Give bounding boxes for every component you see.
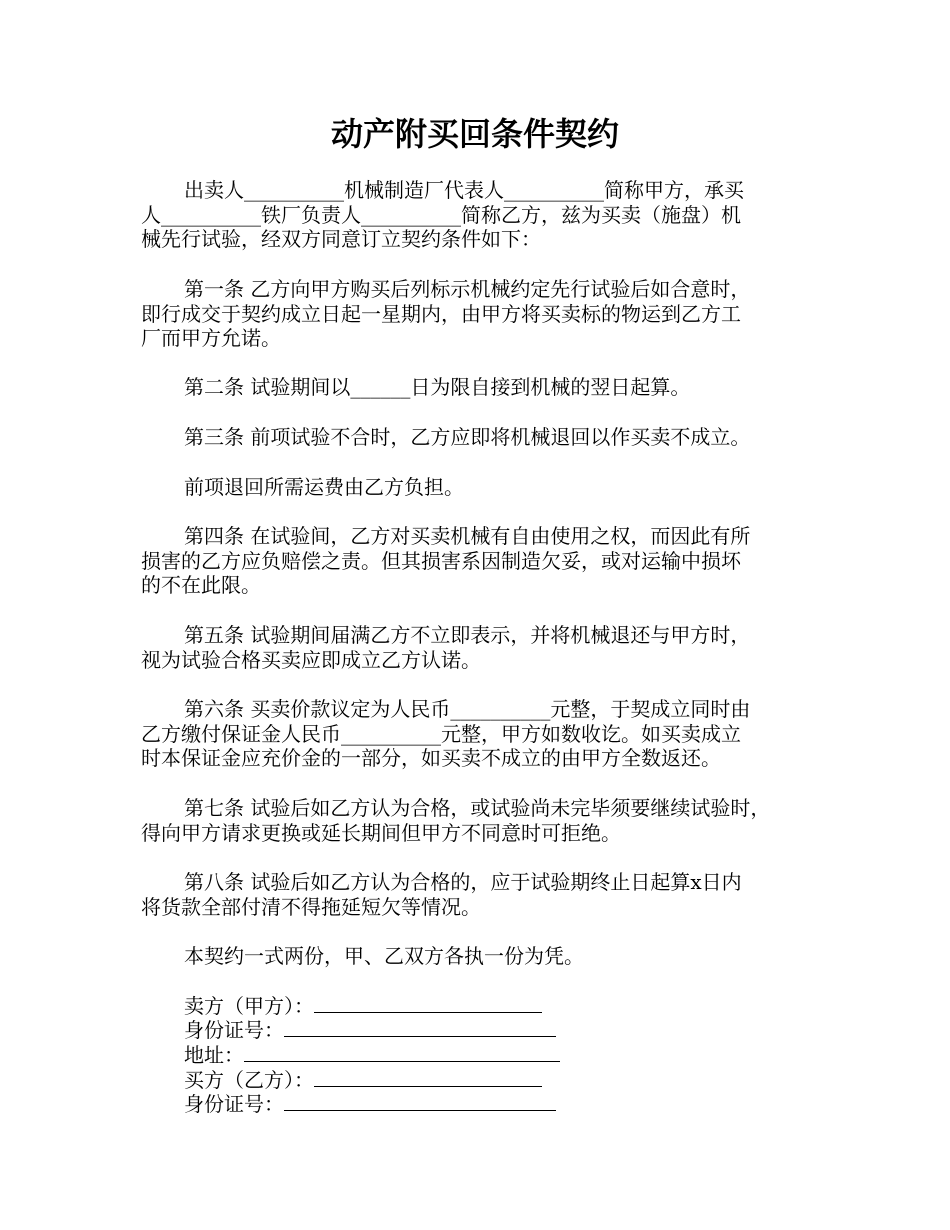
article-8: [141, 870, 806, 919]
article-6-line-3: 时本保证金应充价金的一部分，如买卖不成立的由甲方全数返还。: [141, 746, 721, 770]
article-8-line-2: 将货款全部付清不得拖延短欠等情况。: [141, 894, 481, 919]
article-1-line-3: 厂而甲方允诺。: [141, 326, 281, 350]
closing-paragraph: [141, 944, 806, 969]
seller-id-label: 身份证号：: [184, 1018, 284, 1042]
intro-line-1: 出卖人__________机械制造厂代表人__________简称甲方，承买: [184, 178, 744, 202]
article-3: [141, 425, 806, 450]
signature-seller-id-row: [184, 1018, 604, 1043]
article-4-line-1: 第四条 在试验间，乙方对买卖机械有自由使用之权，而因此有所: [184, 524, 751, 548]
article-3-note: [141, 475, 806, 500]
intro-line-2: 人__________铁厂负责人__________简称乙方，兹为买卖（施盘）机: [141, 202, 741, 227]
signature-address-row: [184, 1043, 604, 1068]
article-2: [141, 375, 806, 400]
article-5-line-1: 第五条 试验期间届满乙方不立即表示，并将机械退还与甲方时，: [184, 623, 751, 647]
signature-buyer-id-row: [184, 1092, 604, 1117]
address-line: [244, 1043, 560, 1062]
intro-line-3: 械先行试验，经双方同意订立契约条件如下：: [141, 227, 541, 251]
buyer-id-label: 身份证号：: [184, 1092, 284, 1116]
document-title: 动产附买回条件契约: [330, 115, 619, 153]
signature-buyer-row: [184, 1068, 604, 1093]
article-4-line-2: 损害的乙方应负赔偿之责。但其损害系因制造欠妥，或对运输中损坏: [141, 548, 741, 573]
article-6: [141, 697, 806, 771]
article-6-line-2: 乙方缴付保证金人民币__________元整，甲方如数收讫。如买卖成立: [141, 721, 741, 746]
article-7-line-1: 第七条 试验后如乙方认为合格，或试验尚未完毕须要继续试验时，: [184, 796, 771, 820]
article-5-line-2: 视为试验合格买卖应即成立乙方认诺。: [141, 647, 481, 672]
article-1: [141, 277, 806, 351]
buyer-id-line: [284, 1092, 556, 1111]
signature-seller-row: [184, 994, 604, 1019]
seller-signature-line: [314, 994, 542, 1013]
article-1-line-2: 即行成交于契约成立日起一星期内，由甲方将买卖标的物运到乙方工: [141, 301, 741, 326]
closing-line: 本契约一式两份，甲、乙双方各执一份为凭。: [184, 944, 584, 968]
article-7-line-2: 得向甲方请求更换或延长期间但甲方不同意时可拒绝。: [141, 820, 621, 845]
article-1-line-1: 第一条 乙方向甲方购买后列标示机械约定先行试验后如合意时，: [184, 277, 751, 301]
article-3-line-1: 第三条 前项试验不合时，乙方应即将机械退回以作买卖不成立。: [184, 425, 751, 449]
seller-label: 卖方（甲方）：: [184, 994, 314, 1018]
article-2-line-1: 第二条 试验期间以______日为限自接到机械的翌日起算。: [184, 375, 691, 399]
buyer-signature-line: [314, 1068, 542, 1087]
seller-id-line: [284, 1018, 556, 1037]
buyer-label: 买方（乙方）：: [184, 1068, 314, 1092]
article-8-line-1: 第八条 试验后如乙方认为合格的，应于试验期终止日起算x日内: [184, 870, 742, 894]
article-5: [141, 623, 806, 672]
article-4-line-3: 的不在此限。: [141, 573, 261, 597]
article-3-note-line: 前项退回所需运费由乙方负担。: [184, 475, 464, 499]
intro-paragraph: [141, 178, 806, 252]
article-6-line-1: 第六条 买卖价款议定为人民币__________元整，于契成立同时由: [184, 697, 751, 721]
article-4: [141, 524, 806, 598]
article-7: [141, 796, 806, 845]
address-label: 地址：: [184, 1043, 244, 1067]
